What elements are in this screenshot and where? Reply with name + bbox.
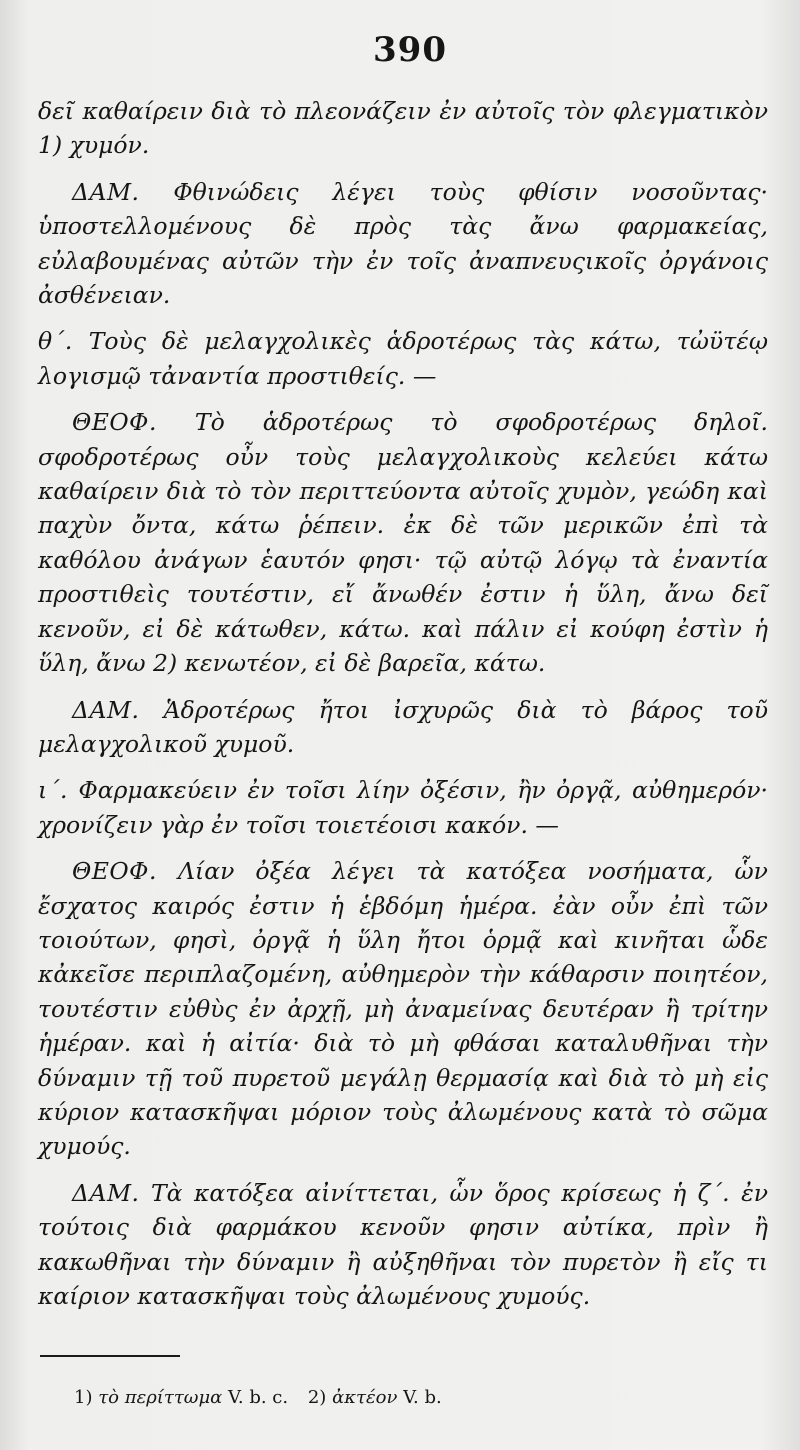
footnote-text: τὸ περίττωμα	[98, 1387, 223, 1408]
paragraph-aphorism	[38, 324, 768, 393]
paragraph-text: Τοὺς δὲ μελαγχολικὲς ἁδροτέρως τὰς κάτω, τὠϋτέῳ λογισμῷ τἀναντία προστιθείς. —	[38, 327, 768, 390]
paragraph-text: Τὸ ἁδροτέρως τὸ σφοδροτέρως δηλοῖ. σφοδροτέρως οὖν τοὺς μελαγχολικοὺς κελεύει κάτω καθαίρειν διὰ τὸ τὸν περιττεύοντα αὐτοῖς χυμὸν, γεώδη καὶ παχὺν ὄντα, κάτω ῥέπειν. ἐκ δὲ τῶν μερικῶν ἐπὶ τὰ καθόλου ἀνάγων ἑαυτόν φησι· τῷ αὐτῷ λόγῳ τὰ ἐναντία προστιθεὶς τουτέστιν, εἴ ἄνωθέν ἐστιν ἡ ὕλη, ἄνω δεῖ κενοῦν, εἰ δὲ κάτωθεν, κάτω. καὶ πάλιν εἰ κούφη ἐστὶν ἡ ὕλη, ἄνω 2) κενωτέον, εἰ δὲ βαρεῖα, κάτω.	[38, 408, 768, 678]
footnote-1	[74, 1387, 294, 1408]
aphorism-number: θ΄.	[38, 327, 73, 356]
main-text	[38, 94, 768, 1325]
paragraph-commentary	[38, 405, 768, 680]
footnote-marker: 2)	[307, 1387, 327, 1408]
footnote-marker: 1)	[74, 1387, 93, 1408]
paragraph-text: Φαρμακεύειν ἐν τοῖσι λίην ὀξέσιν, ἢν ὀργᾷ, αὐθημερόν· χρονίζειν γὰρ ἐν τοῖσι τοιετέοισι κακόν. —	[38, 776, 768, 839]
footnote-source: V. b. c.	[228, 1387, 289, 1408]
paragraph-aphorism	[38, 773, 768, 842]
speaker-label: ΘΕΟΦ.	[72, 857, 157, 886]
speaker-label: ΔΑΜ.	[72, 177, 140, 206]
speaker-label: ΔΑΜ.	[72, 695, 140, 724]
footnote-2	[308, 1387, 442, 1408]
speaker-label: ΘΕΟΦ.	[72, 408, 157, 437]
page-number: 390	[373, 30, 447, 70]
paragraph-continuation	[38, 94, 768, 163]
footnote-source: V. b.	[403, 1387, 442, 1408]
paragraph-commentary	[38, 1176, 768, 1314]
paragraph-commentary	[38, 175, 768, 313]
aphorism-number: ι΄.	[38, 776, 68, 805]
footnote-separator	[40, 1355, 180, 1357]
paragraph-text: Λίαν ὀξέα λέγει τὰ κατόξεα νοσήματα, ὧν ἔσχατος καιρός ἐστιν ἡ ἑβδόμη ἡμέρα. ἐὰν οὖν ἐπὶ τῶν τοιούτων, φησὶ, ὀργᾷ ἡ ὕλη ἤτοι ὁρμᾷ καὶ κινῆται ὧδε κἀκεῖσε περιπλαζομένη, αὐθημερὸν τὴν κάθαρσιν ποιητέον, τουτέστιν εὐθὺς ἐν ἀρχῇ, μὴ ἀναμείνας δευτέραν ἢ τρίτην ἡμέραν. καὶ ἡ αἰτία· διὰ τὸ μὴ φθάσαι καταλυθῆναι τὴν δύναμιν τῇ τοῦ πυρετοῦ μεγάλῃ θερμασίᾳ καὶ διὰ τὸ μὴ εἰς κύριον κατασκῆψαι μόριον τοὺς ἀλωμένους κατὰ τὸ σῶμα χυμούς.	[38, 857, 768, 1161]
paragraph-text: Τὰ κατόξεα αἰνίττεται, ὧν ὅρος κρίσεως ἡ ζ΄. ἐν τούτοις διὰ φαρμάκου κενοῦν φησιν αὐτίκα, πρὶν ἢ κακωθῆναι τὴν δύναμιν ἢ αὐξηθῆναι τὸν πυρετὸν ἢ εἴς τι καίριον κατασκῆψαι τοὺς ἀλωμένους χυμούς.	[38, 1178, 768, 1310]
paragraph-commentary	[38, 693, 768, 762]
paragraph-text: Ἁδροτέρως ἤτοι ἰσχυρῶς διὰ τὸ βάρος τοῦ μελαγχολικοῦ χυμοῦ.	[38, 695, 768, 758]
paragraph-text: Φθινώδεις λέγει τοὺς φθίσιν νοσοῦντας· ὑποστελλομένους δὲ πρὸς τὰς ἄνω φαρμακείας, εὐλαβουμένας αὐτῶν τὴν ἐν τοῖς ἀναπνευςικοῖς ὀργάνοις ἀσθένειαν.	[38, 177, 768, 310]
footnotes	[74, 1385, 764, 1411]
paragraph-text: δεῖ καθαίρειν διὰ τὸ πλεονάζειν ἐν αὐτοῖς τὸν φλεγματικὸν 1) χυμόν.	[38, 97, 768, 160]
speaker-label: ΔΑΜ.	[72, 1178, 140, 1207]
footnote-text: ἀκτέον	[332, 1387, 398, 1408]
paragraph-commentary	[38, 854, 768, 1164]
